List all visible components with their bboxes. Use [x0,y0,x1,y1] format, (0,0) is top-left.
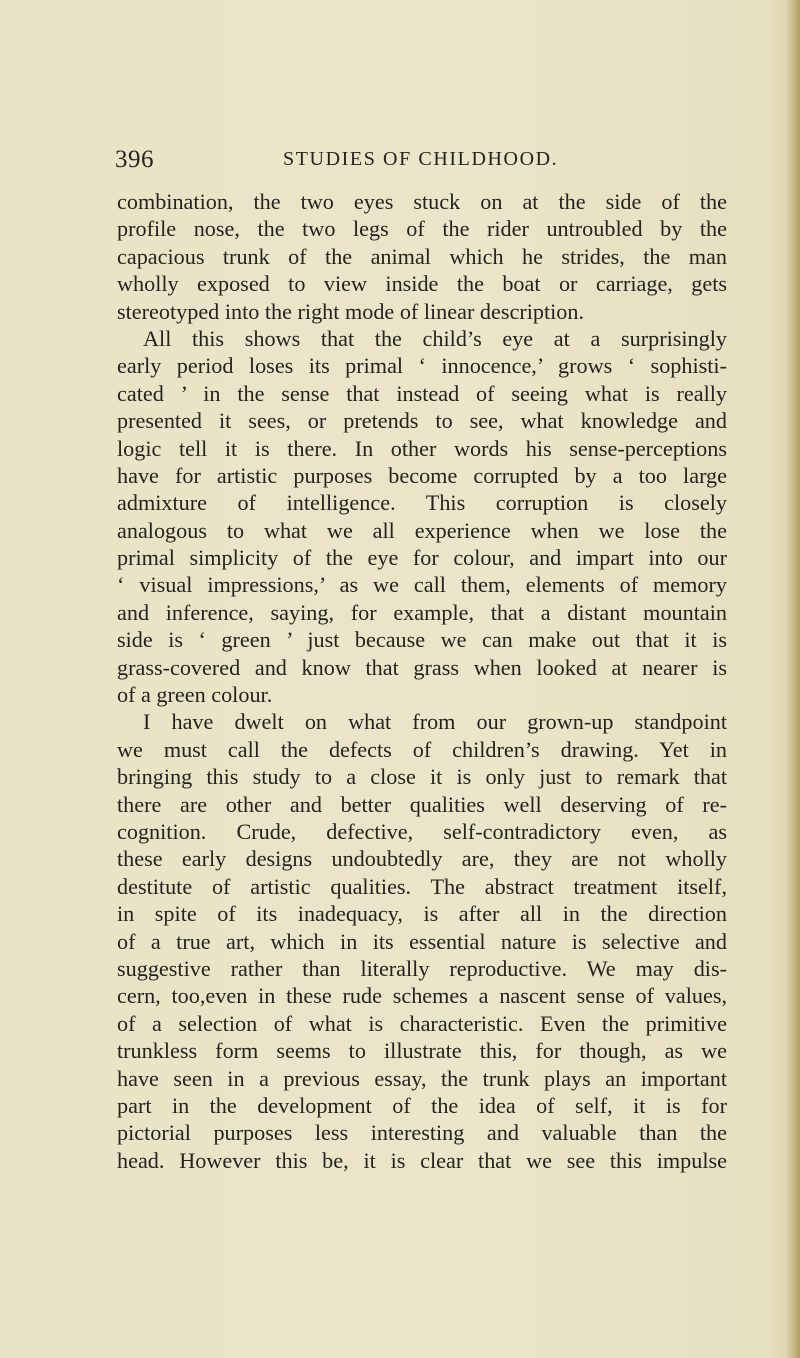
running-title: STUDIES OF CHILDHOOD. [283,148,559,170]
text-line: grass-covered and know that grass when looked at nearer is [117,654,727,680]
text-line: these early designs undoubtedly are, they are not wholly [117,846,727,872]
text-line: cern, too,even in these rude schemes a nascent sense of values, [117,983,727,1009]
text-line: in spite of its inadequacy, is after all in the direction [117,901,727,927]
text-line: All this shows that the child’s eye at a surprisingly [143,325,727,351]
text-line: I have dwelt on what from our grown-up standpoint [143,709,727,735]
text-line: cated ’ in the sense that instead of seeing what is really [117,380,727,406]
page-number: 396 [115,146,154,173]
text-line: logic tell it is there. In other words his sense-perceptions [117,435,727,461]
text-line: wholly exposed to view inside the boat or carriage, gets [117,271,727,297]
text-line: of a green colour. [117,682,273,708]
page-edge-shadow [786,0,800,1358]
text-line: destitute of artistic qualities. The abstract treatment itself, [117,873,727,899]
text-line: have for artistic purposes become corrupted by a too large [117,462,727,488]
text-line: ‘ visual impressions,’ as we call them, elements of memory [117,572,727,598]
text-line: and inference, saying, for example, that a distant mountain [117,599,727,625]
text-line: profile nose, the two legs of the rider untroubled by the [117,216,727,242]
text-line: trunkless form seems to illustrate this, for though, as we [117,1038,727,1064]
text-line: of a true art, which in its essential nature is selective and [117,928,727,954]
text-line: admixture of intelligence. This corruption is closely [117,490,727,516]
text-line: have seen in a previous essay, the trunk plays an important [117,1065,727,1091]
text-line: there are other and better qualities well deserving of re- [117,791,727,817]
text-line: side is ‘ green ’ just because we can make out that it is [117,627,727,653]
text-line: of a selection of what is characteristic. Even the primitive [117,1010,727,1036]
text-line: head. However this be, it is clear that we see this impulse [117,1147,727,1173]
text-line: presented it sees, or pretends to see, what knowledge and [117,408,727,434]
text-line: analogous to what we all experience when we lose the [117,517,727,543]
text-line: capacious trunk of the animal which he strides, the man [117,243,727,269]
text-line: pictorial purposes less interesting and valuable than the [117,1120,727,1146]
text-line: stereotyped into the right mode of linear description. [117,298,585,324]
text-line: part in the development of the idea of self, it is for [117,1092,727,1118]
body-text [117,188,727,1174]
text-line: early period loses its primal ‘ innocence,’ grows ‘ sophisti- [117,353,727,379]
text-line: suggestive rather than literally reproductive. We may dis- [117,955,727,981]
running-head [115,146,725,176]
text-line: we must call the defects of children’s drawing. Yet in [117,736,727,762]
text-line: combination, the two eyes stuck on at the side of the [117,189,727,214]
text-line: primal simplicity of the eye for colour, and impart into our [117,545,727,571]
text-line: cognition. Crude, defective, self-contradictory even, as [117,818,727,844]
text-line: bringing this study to a close it is only just to remark that [117,764,727,790]
